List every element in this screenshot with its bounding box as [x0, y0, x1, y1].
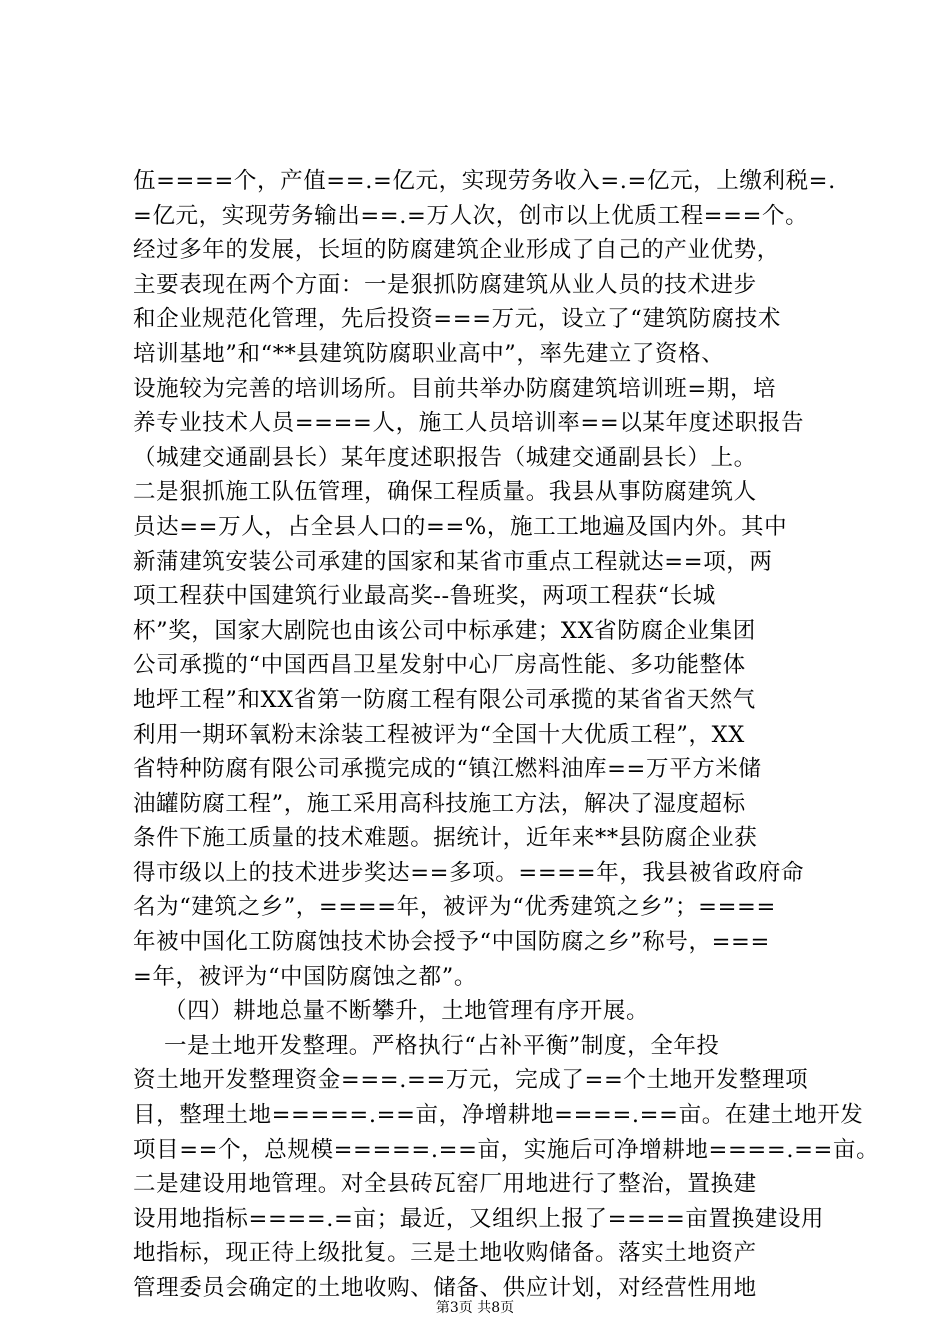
text-line: 地坪工程”和XX省第一防腐工程有限公司承揽的某省省天然气 — [133, 686, 756, 713]
text-line: 新蒲建筑安装公司承建的国家和某省市重点工程就达==项，两 — [133, 548, 773, 575]
text-line: 公司承揽的“中国西昌卫星发射中心厂房高性能、多功能整体 — [133, 652, 746, 679]
text-line: 培训基地”和“**县建筑防腐职业高中”，率先建立了资格、 — [133, 340, 725, 367]
text-line: 得市级以上的技术进步奖达==多项。====年，我县被省政府命 — [133, 859, 805, 886]
text-line: 资土地开发整理资金===.==万元，完成了==个土地开发整理项 — [133, 1067, 809, 1094]
text-line: 二是建设用地管理。对全县砖瓦窑厂用地进行了整治，置换建 — [133, 1171, 757, 1198]
text-line: 主要表现在两个方面：一是狠抓防腐建筑从业人员的技术进步 — [133, 271, 757, 298]
text-line: 条件下施工质量的技术难题。据统计，近年来**县防腐企业获 — [133, 825, 758, 852]
text-line: 经过多年的发展，长垣的防腐建筑企业形成了自己的产业优势， — [133, 237, 780, 264]
text-line: 养专业技术人员====人，施工人员培训率==以某年度述职报告 — [133, 410, 805, 437]
page-footer — [0, 1298, 950, 1318]
text-line: 项工程获中国建筑行业最高奖--鲁班奖，两项工程获“长城 — [133, 583, 716, 610]
text-line: 二是狠抓施工队伍管理，确保工程质量。我县从事防腐建筑人 — [133, 479, 757, 506]
text-line: 项目==个，总规模=====.==亩，实施后可净增耕地====.==亩。 — [133, 1136, 880, 1163]
body-text — [133, 164, 880, 1306]
text-line: 目，整理土地=====.==亩，净增耕地====.==亩。在建土地开发 — [133, 1102, 864, 1129]
text-line: 员达==万人，占全县人口的==%，施工工地遍及国内外。其中 — [133, 513, 788, 540]
text-line: 省特种防腐有限公司承揽完成的“镇江燃料油库==万平方米储 — [133, 756, 762, 783]
section-heading: （四）耕地总量不断攀升，土地管理有序开展。 — [133, 998, 650, 1025]
text-line: 伍====个，产值==.=亿元，实现劳务收入=.=亿元，上缴利税=. — [133, 168, 836, 194]
page-indicator: 第3页 共8页 — [435, 1300, 515, 1316]
text-line: 设施较为完善的培训场所。目前共举办防腐建筑培训班=期，培 — [133, 375, 777, 402]
text-line: 一是土地开发整理。严格执行“占补平衡”制度，全年投 — [133, 1032, 720, 1059]
text-line: 管理委员会确定的土地收购、储备、供应计划，对经营性用地 — [133, 1275, 757, 1301]
text-line: 年被中国化工防腐蚀技术协会授予“中国防腐之乡”称号，=== — [133, 929, 770, 956]
text-line: （城建交通副县长）某年度述职报告（城建交通副县长）上。 — [133, 444, 757, 471]
text-line: 设用地指标====.=亩；最近，又组织上报了====亩置换建设用 — [133, 1205, 825, 1232]
text-line: =年，被评为“中国防腐蚀之都”。 — [133, 963, 477, 990]
text-line: 利用一期环氧粉末涂装工程被评为“全国十大优质工程”，XX — [133, 721, 745, 748]
text-line: 杯”奖，国家大剧院也由该公司中标承建；XX省防腐企业集团 — [133, 617, 756, 644]
text-line: 和企业规范化管理，先后投资===万元，设立了“建筑防腐技术 — [133, 306, 781, 333]
text-line: =亿元，实现劳务输出==.=万人次，创市以上优质工程===个。 — [133, 202, 809, 229]
text-line: 油罐防腐工程”，施工采用高科技施工方法，解决了湿度超标 — [133, 790, 746, 817]
text-line: 名为“建筑之乡”，====年，被评为“优秀建筑之乡”；==== — [133, 894, 776, 921]
text-line: 地指标，现正待上级批复。三是土地收购储备。落实土地资产 — [133, 1240, 757, 1267]
